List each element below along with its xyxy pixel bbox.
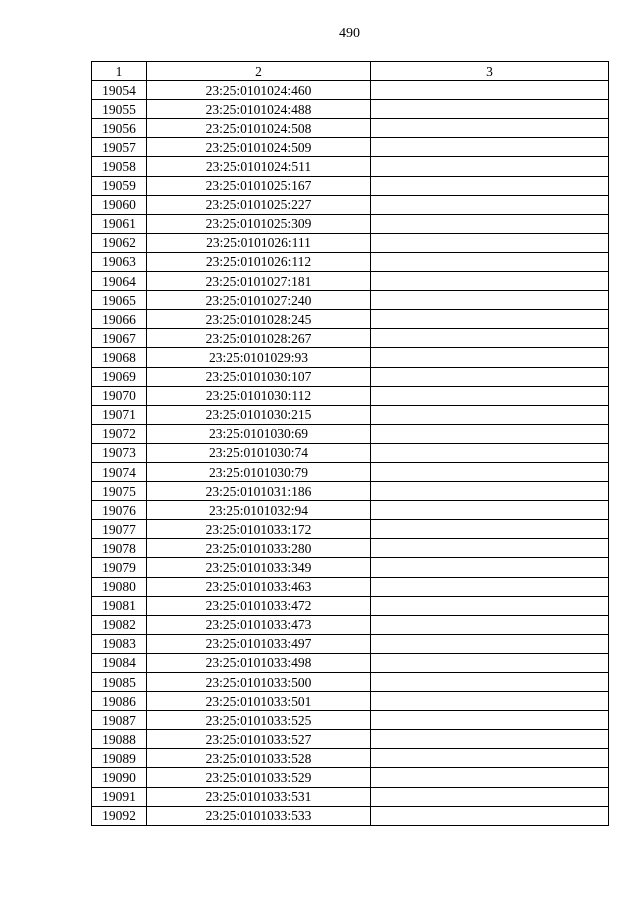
table-cell-col-2: 23:25:0101032:94	[147, 501, 371, 520]
table-row	[92, 539, 609, 558]
table-cell-col-2: 23:25:0101033:472	[147, 596, 371, 615]
table-cell-col-1: 19084	[92, 653, 147, 672]
table-cell-col-1: 19085	[92, 673, 147, 692]
table-cell-col-1: 19068	[92, 348, 147, 367]
table-row	[92, 386, 609, 405]
table-cell-col-2: 23:25:0101033:533	[147, 806, 371, 825]
table-row	[92, 424, 609, 443]
table-cell-col-1: 19077	[92, 520, 147, 539]
table-cell-col-1: 19059	[92, 176, 147, 195]
table-cell-col-2: 23:25:0101033:529	[147, 768, 371, 787]
table-cell-col-1: 19091	[92, 787, 147, 806]
table-row	[92, 443, 609, 462]
table-row	[92, 119, 609, 138]
table-row	[92, 100, 609, 119]
table-cell-col-1: 19083	[92, 634, 147, 653]
table-cell-col-3	[371, 692, 609, 711]
table-cell-col-3	[371, 577, 609, 596]
table-cell-col-1: 19074	[92, 462, 147, 481]
table-row	[92, 310, 609, 329]
table-row	[92, 81, 609, 100]
table-cell-col-3	[371, 482, 609, 501]
table-cell-col-2: 23:25:0101029:93	[147, 348, 371, 367]
table-cell-col-3	[371, 424, 609, 443]
table-row	[92, 462, 609, 481]
table-cell-col-1: 19075	[92, 482, 147, 501]
table-cell-col-3	[371, 329, 609, 348]
table-row	[92, 291, 609, 310]
table-row	[92, 138, 609, 157]
table-row	[92, 176, 609, 195]
table-cell-col-2: 23:25:0101030:79	[147, 462, 371, 481]
table-cell-col-1: 19090	[92, 768, 147, 787]
table-cell-col-2: 23:25:0101033:497	[147, 634, 371, 653]
table-cell-col-2: 23:25:0101024:460	[147, 81, 371, 100]
table-cell-col-3	[371, 386, 609, 405]
table-row	[92, 195, 609, 214]
table-cell-col-3	[371, 214, 609, 233]
column-header-3: 3	[371, 62, 609, 81]
table-row	[92, 711, 609, 730]
table-cell-col-2: 23:25:0101024:511	[147, 157, 371, 176]
table-cell-col-3	[371, 730, 609, 749]
table-cell-col-3	[371, 787, 609, 806]
table-row	[92, 501, 609, 520]
table-cell-col-1: 19088	[92, 730, 147, 749]
table-cell-col-3	[371, 291, 609, 310]
table-cell-col-3	[371, 233, 609, 252]
table-cell-col-3	[371, 119, 609, 138]
table-cell-col-2: 23:25:0101033:498	[147, 653, 371, 672]
table-cell-col-1: 19080	[92, 577, 147, 596]
table-row	[92, 367, 609, 386]
table-cell-col-3	[371, 806, 609, 825]
table-cell-col-3	[371, 615, 609, 634]
table-cell-col-2: 23:25:0101028:267	[147, 329, 371, 348]
table-cell-col-1: 19081	[92, 596, 147, 615]
table-cell-col-1: 19063	[92, 252, 147, 271]
table-cell-col-2: 23:25:0101024:509	[147, 138, 371, 157]
page-number: 490	[339, 26, 360, 41]
table-cell-col-1: 19057	[92, 138, 147, 157]
table-cell-col-1: 19092	[92, 806, 147, 825]
table-cell-col-1: 19079	[92, 558, 147, 577]
table-cell-col-2: 23:25:0101030:69	[147, 424, 371, 443]
table-cell-col-2: 23:25:0101033:172	[147, 520, 371, 539]
table-cell-col-3	[371, 81, 609, 100]
table-cell-col-1: 19056	[92, 119, 147, 138]
table-cell-col-2: 23:25:0101027:181	[147, 272, 371, 291]
table-body	[92, 81, 609, 826]
table-cell-col-1: 19076	[92, 501, 147, 520]
table-row	[92, 558, 609, 577]
table-cell-col-3	[371, 596, 609, 615]
table-cell-col-3	[371, 272, 609, 291]
table-cell-col-1: 19066	[92, 310, 147, 329]
table-row	[92, 673, 609, 692]
table-cell-col-3	[371, 711, 609, 730]
table-cell-col-3	[371, 100, 609, 119]
table-cell-col-3	[371, 673, 609, 692]
table-cell-col-3	[371, 653, 609, 672]
table-cell-col-2: 23:25:0101025:309	[147, 214, 371, 233]
table-row	[92, 252, 609, 271]
table-cell-col-1: 19064	[92, 272, 147, 291]
table-cell-col-3	[371, 443, 609, 462]
column-header-2: 2	[147, 62, 371, 81]
table-row	[92, 405, 609, 424]
table-cell-col-3	[371, 462, 609, 481]
table-cell-col-1: 19082	[92, 615, 147, 634]
table-cell-col-1: 19060	[92, 195, 147, 214]
table-row	[92, 806, 609, 825]
table-cell-col-2: 23:25:0101033:525	[147, 711, 371, 730]
table-row	[92, 749, 609, 768]
table-cell-col-2: 23:25:0101031:186	[147, 482, 371, 501]
table-cell-col-1: 19061	[92, 214, 147, 233]
table-cell-col-2: 23:25:0101033:527	[147, 730, 371, 749]
table-cell-col-2: 23:25:0101033:473	[147, 615, 371, 634]
table-row	[92, 482, 609, 501]
table-cell-col-3	[371, 501, 609, 520]
table-cell-col-2: 23:25:0101030:215	[147, 405, 371, 424]
table-cell-col-2: 23:25:0101024:508	[147, 119, 371, 138]
table-row	[92, 653, 609, 672]
table-cell-col-3	[371, 310, 609, 329]
table-cell-col-3	[371, 539, 609, 558]
table-cell-col-1: 19058	[92, 157, 147, 176]
table-cell-col-1: 19078	[92, 539, 147, 558]
table-cell-col-2: 23:25:0101030:107	[147, 367, 371, 386]
table-row	[92, 157, 609, 176]
table-cell-col-1: 19070	[92, 386, 147, 405]
table-row	[92, 233, 609, 252]
table-cell-col-3	[371, 252, 609, 271]
table-row	[92, 214, 609, 233]
data-table	[91, 61, 609, 826]
table-cell-col-2: 23:25:0101025:167	[147, 176, 371, 195]
table-cell-col-3	[371, 138, 609, 157]
table-cell-col-1: 19055	[92, 100, 147, 119]
table-cell-col-3	[371, 157, 609, 176]
table-cell-col-1: 19054	[92, 81, 147, 100]
table-row	[92, 329, 609, 348]
table-cell-col-3	[371, 520, 609, 539]
table-row	[92, 730, 609, 749]
table-cell-col-2: 23:25:0101025:227	[147, 195, 371, 214]
table-row	[92, 596, 609, 615]
table-cell-col-2: 23:25:0101033:528	[147, 749, 371, 768]
table-cell-col-1: 19071	[92, 405, 147, 424]
table-cell-col-3	[371, 367, 609, 386]
table-cell-col-1: 19065	[92, 291, 147, 310]
table-cell-col-2: 23:25:0101026:111	[147, 233, 371, 252]
table-cell-col-3	[371, 749, 609, 768]
table-cell-col-3	[371, 634, 609, 653]
table-row	[92, 348, 609, 367]
table-cell-col-2: 23:25:0101027:240	[147, 291, 371, 310]
table-row	[92, 787, 609, 806]
table-cell-col-2: 23:25:0101033:349	[147, 558, 371, 577]
table-row	[92, 577, 609, 596]
table-cell-col-2: 23:25:0101030:112	[147, 386, 371, 405]
table-cell-col-1: 19087	[92, 711, 147, 730]
table-row	[92, 615, 609, 634]
table-header-row	[92, 62, 609, 81]
table-cell-col-3	[371, 176, 609, 195]
table-row	[92, 692, 609, 711]
table-cell-col-1: 19089	[92, 749, 147, 768]
table-cell-col-1: 19086	[92, 692, 147, 711]
table-cell-col-2: 23:25:0101033:280	[147, 539, 371, 558]
table-cell-col-3	[371, 348, 609, 367]
table-cell-col-1: 19072	[92, 424, 147, 443]
table-row	[92, 272, 609, 291]
table-cell-col-1: 19069	[92, 367, 147, 386]
table-cell-col-3	[371, 768, 609, 787]
table-cell-col-3	[371, 405, 609, 424]
table-cell-col-2: 23:25:0101024:488	[147, 100, 371, 119]
table-cell-col-2: 23:25:0101033:500	[147, 673, 371, 692]
table-cell-col-2: 23:25:0101030:74	[147, 443, 371, 462]
table-cell-col-2: 23:25:0101033:463	[147, 577, 371, 596]
table-cell-col-2: 23:25:0101026:112	[147, 252, 371, 271]
table-cell-col-2: 23:25:0101028:245	[147, 310, 371, 329]
table-cell-col-3	[371, 195, 609, 214]
table-cell-col-2: 23:25:0101033:501	[147, 692, 371, 711]
table-row	[92, 634, 609, 653]
table-row	[92, 768, 609, 787]
table-cell-col-3	[371, 558, 609, 577]
table-cell-col-2: 23:25:0101033:531	[147, 787, 371, 806]
column-header-1: 1	[92, 62, 147, 81]
table-cell-col-1: 19067	[92, 329, 147, 348]
table-cell-col-1: 19062	[92, 233, 147, 252]
table-cell-col-1: 19073	[92, 443, 147, 462]
table-row	[92, 520, 609, 539]
